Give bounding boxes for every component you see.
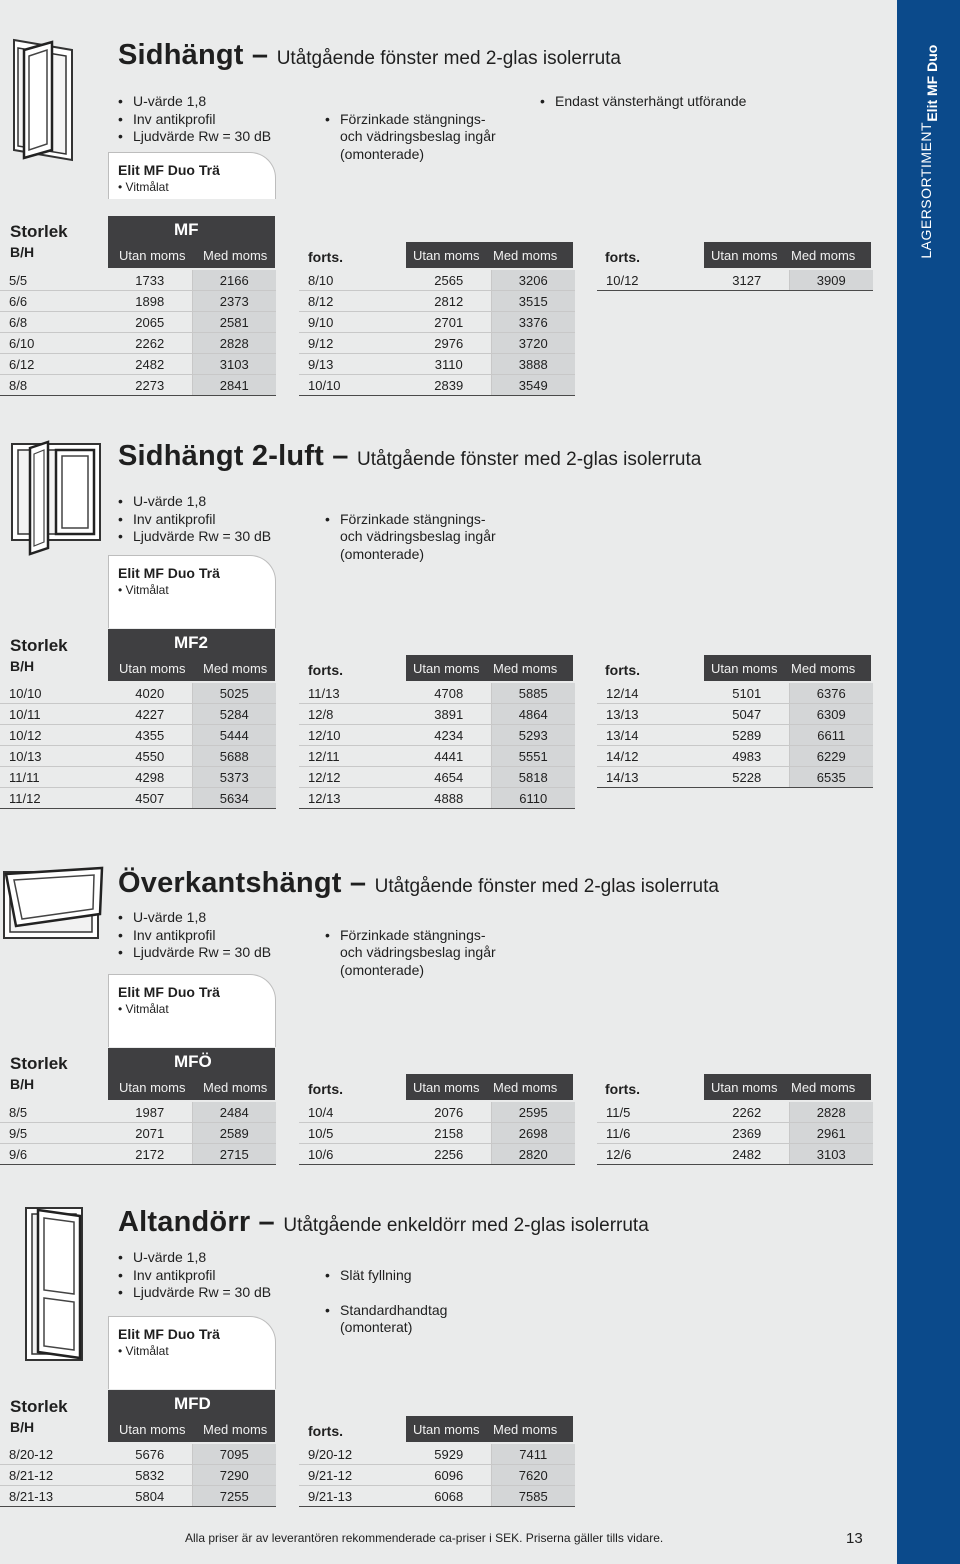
forts-label: forts. bbox=[308, 249, 343, 265]
size-cell: 10/4 bbox=[299, 1102, 407, 1123]
col-utan-moms: Utan moms bbox=[119, 661, 186, 676]
forts-label: forts. bbox=[308, 1081, 343, 1097]
product-tab bbox=[108, 1316, 276, 1389]
col-med-moms: Med moms bbox=[203, 1080, 268, 1095]
size-cell: 5/5 bbox=[0, 270, 108, 291]
col-utan-moms: Utan moms bbox=[711, 1080, 778, 1095]
product-name: Elit MF Duo Trä bbox=[118, 565, 220, 581]
feature-item: • Inv antikprofil bbox=[118, 511, 271, 529]
size-cell: 10/10 bbox=[0, 683, 108, 704]
price-excl-vat-cell: 4020 bbox=[108, 683, 192, 704]
price-excl-vat-cell: 5228 bbox=[705, 767, 789, 788]
product-finish: • Vitmålat bbox=[118, 583, 169, 597]
price-incl-vat-cell: 5551 bbox=[491, 746, 575, 767]
col-med-moms: Med moms bbox=[493, 661, 558, 676]
price-incl-vat-cell: 6229 bbox=[789, 746, 873, 767]
price-incl-vat-cell: 5284 bbox=[192, 704, 276, 725]
product-finish: • Vitmålat bbox=[118, 1002, 169, 1016]
price-incl-vat-cell: 3206 bbox=[491, 270, 575, 291]
forts-label: forts. bbox=[605, 249, 640, 265]
price-excl-vat-cell: 4227 bbox=[108, 704, 192, 725]
feature-item: • Standardhandtag (omonterat) bbox=[325, 1302, 447, 1337]
price-excl-vat-cell: 4355 bbox=[108, 725, 192, 746]
price-excl-vat-cell: 2065 bbox=[108, 312, 192, 333]
size-label bbox=[10, 1397, 68, 1435]
price-incl-vat-cell: 2595 bbox=[491, 1102, 575, 1123]
product-code: MF bbox=[174, 220, 199, 239]
feature-item: • Endast vänsterhängt utförande bbox=[540, 93, 746, 111]
size-cell: 6/10 bbox=[0, 333, 108, 354]
price-excl-vat-cell: 2273 bbox=[108, 375, 192, 396]
size-cell: 6/12 bbox=[0, 354, 108, 375]
price-incl-vat-cell: 5885 bbox=[491, 683, 575, 704]
price-excl-vat-cell: 4234 bbox=[407, 725, 491, 746]
table-row bbox=[299, 1486, 575, 1507]
col-med-moms: Med moms bbox=[493, 1422, 558, 1437]
size-cell: 8/5 bbox=[0, 1102, 108, 1123]
price-excl-vat-cell: 3127 bbox=[705, 270, 789, 291]
col-utan-moms: Utan moms bbox=[711, 661, 778, 676]
price-incl-vat-cell: 7290 bbox=[192, 1465, 276, 1486]
feature-item: • Förzinkade stängnings- och vädringsbeslag ingår (omonterade) bbox=[325, 111, 496, 164]
col-utan-moms: Utan moms bbox=[119, 1080, 186, 1095]
price-table bbox=[299, 1444, 575, 1507]
col-med-moms: Med moms bbox=[791, 661, 856, 676]
forts-label: forts. bbox=[308, 662, 343, 678]
title-main: Sidhängt 2-luft – bbox=[118, 440, 349, 472]
feature-item: • Ljudvärde Rw = 30 dB bbox=[118, 1284, 271, 1302]
storlek-label: Storlek bbox=[10, 1397, 68, 1416]
size-cell: 9/12 bbox=[299, 333, 407, 354]
price-incl-vat-cell: 2166 bbox=[192, 270, 276, 291]
size-cell: 8/8 bbox=[0, 375, 108, 396]
size-cell: 10/10 bbox=[299, 375, 407, 396]
product-code: MF2 bbox=[174, 633, 208, 652]
price-excl-vat-cell: 5101 bbox=[705, 683, 789, 704]
price-incl-vat-cell: 2961 bbox=[789, 1123, 873, 1144]
feature-item: • Ljudvärde Rw = 30 dB bbox=[118, 128, 271, 146]
col-med-moms: Med moms bbox=[493, 1080, 558, 1095]
size-cell: 13/14 bbox=[597, 725, 705, 746]
product-name: Elit MF Duo Trä bbox=[118, 162, 220, 178]
price-incl-vat-cell: 5818 bbox=[491, 767, 575, 788]
price-incl-vat-cell: 5634 bbox=[192, 788, 276, 809]
feature-item: • U-värde 1,8 bbox=[118, 1249, 271, 1267]
product-code: MFD bbox=[174, 1394, 211, 1413]
size-cell: 9/5 bbox=[0, 1123, 108, 1144]
col-utan-moms: Utan moms bbox=[413, 1080, 480, 1095]
storlek-label: Storlek bbox=[10, 1054, 68, 1073]
size-cell: 10/12 bbox=[0, 725, 108, 746]
size-cell: 9/21-13 bbox=[299, 1486, 407, 1507]
price-excl-vat-cell: 5676 bbox=[108, 1444, 192, 1465]
price-excl-vat-cell: 3891 bbox=[407, 704, 491, 725]
patio-door-icon bbox=[22, 1204, 88, 1364]
price-excl-vat-cell: 2071 bbox=[108, 1123, 192, 1144]
price-excl-vat-cell: 2701 bbox=[407, 312, 491, 333]
col-med-moms: Med moms bbox=[493, 248, 558, 263]
bh-label: B/H bbox=[10, 1076, 35, 1092]
forts-label: forts. bbox=[605, 662, 640, 678]
price-incl-vat-cell: 6376 bbox=[789, 683, 873, 704]
product-name: Elit MF Duo Trä bbox=[118, 984, 220, 1000]
product-name: Elit MF Duo Trä bbox=[118, 1326, 220, 1342]
feature-item: • Slät fyllning bbox=[325, 1267, 447, 1285]
price-incl-vat-cell: 7095 bbox=[192, 1444, 276, 1465]
size-cell: 12/14 bbox=[597, 683, 705, 704]
title-sub: Utåtgående enkeldörr med 2-glas isolerruta bbox=[283, 1215, 649, 1236]
price-incl-vat-cell: 3103 bbox=[789, 1144, 873, 1165]
price-incl-vat-cell: 7411 bbox=[491, 1444, 575, 1465]
price-excl-vat-cell: 4708 bbox=[407, 683, 491, 704]
col-med-moms: Med moms bbox=[203, 661, 268, 676]
price-excl-vat-cell: 2482 bbox=[705, 1144, 789, 1165]
price-excl-vat-cell: 2839 bbox=[407, 375, 491, 396]
price-incl-vat-cell: 5025 bbox=[192, 683, 276, 704]
price-incl-vat-cell: 2484 bbox=[192, 1102, 276, 1123]
feature-list-2 bbox=[325, 1249, 447, 1354]
price-excl-vat-cell: 2172 bbox=[108, 1144, 192, 1165]
size-cell: 11/6 bbox=[597, 1123, 705, 1144]
price-incl-vat-cell: 3549 bbox=[491, 375, 575, 396]
title-main: Altandörr – bbox=[118, 1206, 275, 1238]
product-finish: • Vitmålat bbox=[118, 1344, 169, 1358]
title-sub: Utåtgående fönster med 2-glas isolerruta bbox=[357, 449, 702, 470]
size-cell: 8/21-13 bbox=[0, 1486, 108, 1507]
price-incl-vat-cell: 3720 bbox=[491, 333, 575, 354]
price-incl-vat-cell: 5444 bbox=[192, 725, 276, 746]
table-header-cont bbox=[406, 1416, 573, 1442]
bh-label: B/H bbox=[10, 244, 35, 260]
size-cell: 11/13 bbox=[299, 683, 407, 704]
price-incl-vat-cell: 6110 bbox=[491, 788, 575, 809]
price-incl-vat-cell: 4864 bbox=[491, 704, 575, 725]
size-cell: 9/10 bbox=[299, 312, 407, 333]
price-excl-vat-cell: 5929 bbox=[407, 1444, 491, 1465]
price-excl-vat-cell: 5047 bbox=[705, 704, 789, 725]
price-incl-vat-cell: 2581 bbox=[192, 312, 276, 333]
price-incl-vat-cell: 3515 bbox=[491, 291, 575, 312]
size-cell: 10/5 bbox=[299, 1123, 407, 1144]
price-excl-vat-cell: 6096 bbox=[407, 1465, 491, 1486]
price-table bbox=[0, 1444, 276, 1507]
size-cell: 9/6 bbox=[0, 1144, 108, 1165]
price-incl-vat-cell: 2373 bbox=[192, 291, 276, 312]
price-excl-vat-cell: 4888 bbox=[407, 788, 491, 809]
size-cell: 12/10 bbox=[299, 725, 407, 746]
title-sub: Utåtgående fönster med 2-glas isolerruta bbox=[276, 48, 621, 69]
size-cell: 11/11 bbox=[0, 767, 108, 788]
table-header bbox=[108, 1390, 275, 1442]
price-excl-vat-cell: 2369 bbox=[705, 1123, 789, 1144]
price-incl-vat-cell: 2828 bbox=[789, 1102, 873, 1123]
feature-item: • Ljudvärde Rw = 30 dB bbox=[118, 528, 271, 546]
price-incl-vat-cell: 5293 bbox=[491, 725, 575, 746]
product-finish-label: Vitmålat bbox=[125, 583, 169, 597]
price-excl-vat-cell: 5804 bbox=[108, 1486, 192, 1507]
bh-label: B/H bbox=[10, 1419, 35, 1435]
price-incl-vat-cell: 3376 bbox=[491, 312, 575, 333]
price-incl-vat-cell: 2589 bbox=[192, 1123, 276, 1144]
price-incl-vat-cell: 3888 bbox=[491, 354, 575, 375]
storlek-label: Storlek bbox=[10, 222, 68, 241]
col-med-moms: Med moms bbox=[203, 248, 268, 263]
price-excl-vat-cell: 4298 bbox=[108, 767, 192, 788]
price-incl-vat-cell: 7620 bbox=[491, 1465, 575, 1486]
price-incl-vat-cell: 3103 bbox=[192, 354, 276, 375]
table-row bbox=[299, 1465, 575, 1486]
size-cell: 8/12 bbox=[299, 291, 407, 312]
col-utan-moms: Utan moms bbox=[119, 248, 186, 263]
col-utan-moms: Utan moms bbox=[413, 661, 480, 676]
feature-item: • U-värde 1,8 bbox=[118, 93, 271, 111]
product-finish-label: Vitmålat bbox=[125, 180, 169, 194]
price-excl-vat-cell: 1987 bbox=[108, 1102, 192, 1123]
footer-note: Alla priser är av leverantören rekommenderade ca-priser i SEK. Priserna gäller tills vidare. bbox=[185, 1531, 664, 1545]
price-incl-vat-cell: 7255 bbox=[192, 1486, 276, 1507]
feature-item: • Inv antikprofil bbox=[118, 927, 271, 945]
table-row bbox=[299, 1444, 575, 1465]
price-excl-vat-cell: 2262 bbox=[705, 1102, 789, 1123]
price-incl-vat-cell: 5373 bbox=[192, 767, 276, 788]
col-med-moms: Med moms bbox=[791, 1080, 856, 1095]
price-incl-vat-cell: 5688 bbox=[192, 746, 276, 767]
price-excl-vat-cell: 4441 bbox=[407, 746, 491, 767]
size-cell: 14/13 bbox=[597, 767, 705, 788]
feature-item: • Ljudvärde Rw = 30 dB bbox=[118, 944, 271, 962]
price-excl-vat-cell: 2076 bbox=[407, 1102, 491, 1123]
size-cell: 10/11 bbox=[0, 704, 108, 725]
size-cell: 12/12 bbox=[299, 767, 407, 788]
size-cell: 10/12 bbox=[597, 270, 705, 291]
feature-item: • U-värde 1,8 bbox=[118, 909, 271, 927]
size-cell: 8/21-12 bbox=[0, 1465, 108, 1486]
forts-label: forts. bbox=[308, 1423, 343, 1439]
size-cell: 11/5 bbox=[597, 1102, 705, 1123]
col-med-moms: Med moms bbox=[203, 1422, 268, 1437]
size-cell: 6/8 bbox=[0, 312, 108, 333]
price-incl-vat-cell: 6309 bbox=[789, 704, 873, 725]
table-row bbox=[0, 1444, 276, 1465]
price-incl-vat-cell: 2841 bbox=[192, 375, 276, 396]
price-excl-vat-cell: 5289 bbox=[705, 725, 789, 746]
price-excl-vat-cell: 1733 bbox=[108, 270, 192, 291]
title-main: Överkantshängt – bbox=[118, 867, 367, 899]
size-cell: 10/6 bbox=[299, 1144, 407, 1165]
price-excl-vat-cell: 2158 bbox=[407, 1123, 491, 1144]
price-excl-vat-cell: 4550 bbox=[108, 746, 192, 767]
price-incl-vat-cell: 3909 bbox=[789, 270, 873, 291]
col-utan-moms: Utan moms bbox=[711, 248, 778, 263]
price-excl-vat-cell: 2482 bbox=[108, 354, 192, 375]
price-incl-vat-cell: 2698 bbox=[491, 1123, 575, 1144]
table-row bbox=[0, 1465, 276, 1486]
size-cell: 9/21-12 bbox=[299, 1465, 407, 1486]
product-finish-label: Vitmålat bbox=[125, 1344, 169, 1358]
price-excl-vat-cell: 2812 bbox=[407, 291, 491, 312]
size-cell: 12/6 bbox=[597, 1144, 705, 1165]
size-cell: 14/12 bbox=[597, 746, 705, 767]
price-excl-vat-cell: 3110 bbox=[407, 354, 491, 375]
feature-item: • U-värde 1,8 bbox=[118, 493, 271, 511]
price-excl-vat-cell: 4507 bbox=[108, 788, 192, 809]
product-finish: • Vitmålat bbox=[118, 180, 169, 194]
sidebar-line1: LAGERSORTIMENT bbox=[917, 122, 934, 259]
size-cell: 12/11 bbox=[299, 746, 407, 767]
price-incl-vat-cell: 2820 bbox=[491, 1144, 575, 1165]
price-excl-vat-cell: 2256 bbox=[407, 1144, 491, 1165]
price-excl-vat-cell: 6068 bbox=[407, 1486, 491, 1507]
price-excl-vat-cell: 2565 bbox=[407, 270, 491, 291]
price-incl-vat-cell: 6535 bbox=[789, 767, 873, 788]
forts-label: forts. bbox=[605, 1081, 640, 1097]
size-cell: 6/6 bbox=[0, 291, 108, 312]
title-main: Sidhängt – bbox=[118, 39, 269, 71]
price-excl-vat-cell: 4983 bbox=[705, 746, 789, 767]
size-cell: 12/13 bbox=[299, 788, 407, 809]
size-cell: 9/20-12 bbox=[299, 1444, 407, 1465]
size-cell: 11/12 bbox=[0, 788, 108, 809]
size-cell: 12/8 bbox=[299, 704, 407, 725]
price-excl-vat-cell: 2262 bbox=[108, 333, 192, 354]
col-utan-moms: Utan moms bbox=[413, 1422, 480, 1437]
table-row bbox=[0, 1486, 276, 1507]
feature-list-1 bbox=[118, 1249, 271, 1302]
feature-item: • Inv antikprofil bbox=[118, 1267, 271, 1285]
price-incl-vat-cell: 6611 bbox=[789, 725, 873, 746]
col-utan-moms: Utan moms bbox=[119, 1422, 186, 1437]
bh-label: B/H bbox=[10, 658, 35, 674]
price-incl-vat-cell: 2715 bbox=[192, 1144, 276, 1165]
col-utan-moms: Utan moms bbox=[413, 248, 480, 263]
storlek-label: Storlek bbox=[10, 636, 68, 655]
size-cell: 8/20-12 bbox=[0, 1444, 108, 1465]
section-title bbox=[118, 1206, 649, 1239]
size-cell: 10/13 bbox=[0, 746, 108, 767]
feature-item: • Förzinkade stängnings- och vädringsbeslag ingår (omonterade) bbox=[325, 511, 496, 564]
product-code: MFÖ bbox=[174, 1052, 212, 1071]
sidebar bbox=[897, 0, 960, 1564]
title-sub: Utåtgående fönster med 2-glas isolerruta bbox=[374, 876, 719, 897]
price-incl-vat-cell: 7585 bbox=[491, 1486, 575, 1507]
product-finish-label: Vitmålat bbox=[125, 1002, 169, 1016]
size-cell: 9/13 bbox=[299, 354, 407, 375]
price-excl-vat-cell: 4654 bbox=[407, 767, 491, 788]
price-excl-vat-cell: 5832 bbox=[108, 1465, 192, 1486]
page-number: 13 bbox=[846, 1530, 863, 1547]
size-cell: 13/13 bbox=[597, 704, 705, 725]
price-incl-vat-cell: 2828 bbox=[192, 333, 276, 354]
size-cell: 8/10 bbox=[299, 270, 407, 291]
price-excl-vat-cell: 1898 bbox=[108, 291, 192, 312]
feature-item: • Förzinkade stängnings- och vädringsbeslag ingår (omonterade) bbox=[325, 927, 496, 980]
col-med-moms: Med moms bbox=[791, 248, 856, 263]
feature-item: • Inv antikprofil bbox=[118, 111, 271, 129]
sidebar-line2: Elit MF Duo bbox=[923, 45, 940, 122]
price-excl-vat-cell: 2976 bbox=[407, 333, 491, 354]
sidebar-label bbox=[919, 45, 939, 259]
